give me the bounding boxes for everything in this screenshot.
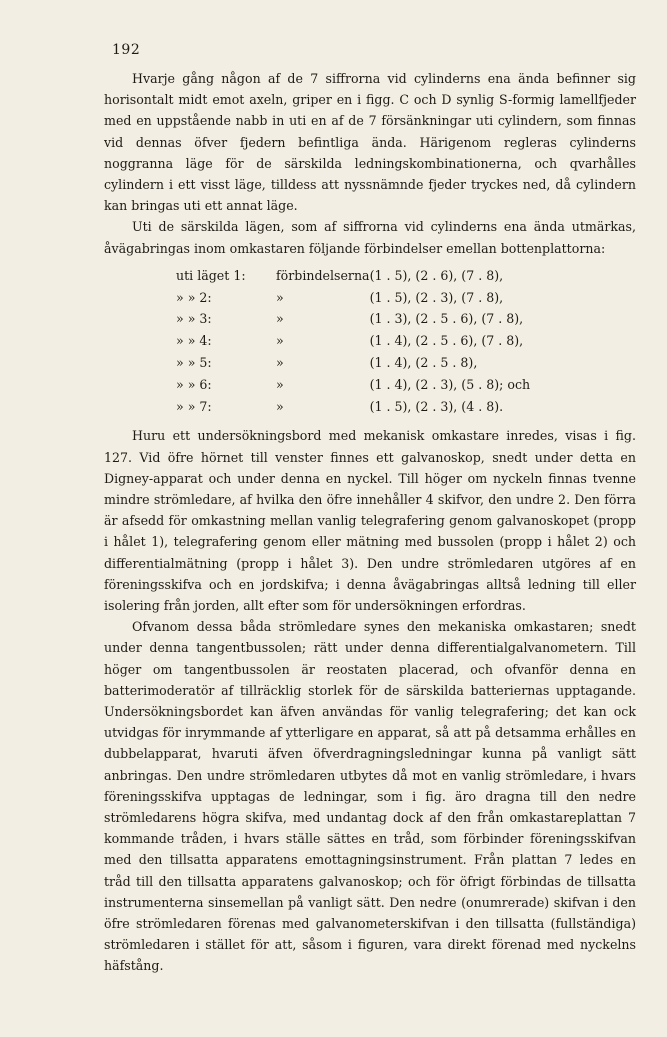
position-label: » » 6: [176,376,212,392]
connection-label: » [276,398,284,414]
connections-table [176,265,530,418]
body-text [104,68,636,977]
connection-label: » [276,333,284,349]
connection-label: » [276,289,284,305]
position-label: » » 3: [176,311,212,327]
paragraph-cylinder-positions: Hvarje gång någon af de 7 siffrorna vid cylinderns ena ända befinner sig horisontalt midt emot axeln, griper en i figg. C och D synlig S-formig lamellfjeder med en uppstående nabb in uti en af de 7 försänkningar uti cylindern, som finnas vid dennas öfver fjedern befintliga ända. Härigenom regleras cylinderns noggranna läge för de särskilda ledningskombinationerna, och qvarhålles cylindern i ett visst läge, tilldess att nyssnämnde fjeder tryckes ned, då cylindern kan bringas uti ett annat läge. [104,71,636,214]
connection-row [176,374,530,396]
position-label: » » 2: [176,289,212,305]
paragraph-connections-intro: Uti de särskilda lägen, som af siffrorna vid cylinderns ena ända utmärkas, åvägabringas inom omkastaren följande förbindelser emellan bottenplattorna: [104,219,636,256]
connection-row [176,396,530,418]
paragraph-test-table-description: Huru ett undersökningsbord med mekanisk omkastare inredes, visas i fig. 127. Vid öfre hörnet till venster finnes ett galvanoskop, snedt under detta en Digney-apparat och under denna en nyckel. Till höger om nyckeln finnas tvenne mindre strömledare, af hvilka den öfre innehåller 4 skifvor, den undre 2. Den förra är afsedd för omkastning mellan vanlig telegrafering genom galvanoskopet (propp i hålet 1), telegrafering genom eller mätning med bussolen (propp i hålet 2) och differentialmätning (propp i hålet 3). Den undre strömledaren utgöres af en föreningsskifva och en jordskifva; i denna åvägabringas alltså ledning till eller isolering från jorden, allt efter som för undersökningen erfordras. [104,428,636,614]
connection-values: (1 . 4), (2 . 5 . 6), (7 . 8), [369,333,524,349]
connection-values: (1 . 4), (2 . 3), (5 . 8); och [369,376,531,392]
connection-row [176,265,530,287]
connection-row [176,308,530,330]
connection-values: (1 . 5), (2 . 3), (4 . 8). [369,398,504,414]
connection-values: (1 . 4), (2 . 5 . 8), [369,355,478,371]
connection-row [176,330,530,352]
connection-values: (1 . 3), (2 . 5 . 6), (7 . 8), [369,311,524,327]
connection-values: (1 . 5), (2 . 6), (7 . 8), [369,267,504,283]
connection-row [176,287,530,309]
connection-row [176,352,530,374]
paragraph-commutator-layout: Ofvanom dessa båda strömledare synes den mekaniska omkastaren; snedt under denna tangentbussolen; rätt under denna differentialgalvanometern. Till höger om tangentbussolen är reostaten placerad, och ofvanför denna en batterimoderatör af tillräcklig storlek för de särskilda batteriernas upptagande. Undersökningsbordet kan äfven användas för vanlig telegrafering; det kan ock utvidgas för inrymmande af ytterligare en apparat, så att på detsamma erhålles en dubbelapparat, hvaruti äfven öfverdragningsledningar kunna på vanligt sätt anbringas. Den undre strömledaren utbytes då mot en vanlig strömledare, i hvars föreningsskifva upptagas de ledningar, som i fig. äro dragna till den nedre strömledarens högra skifva, med undantag dock af den från omkastareplattan 7 kommande tråden, i hvars ställe sättes en tråd, som förbinder föreningsskifvan med den tillsatta apparatens emottagningsinstrument. Från plattan 7 ledes en tråd till den tillsatta apparatens galvanoskop; och för öfrigt förbindas de tillsatta instrumenterna sinsemellan på vanligt sätt. Den nedre (onumrerade) skifvan i den öfre strömledaren förenas med galvanometerskifvan i den tillsatta (fullständiga) strömledaren i stället för att, såsom i figuren, vara direkt förenad med nyckelns häfstång. [104,619,636,974]
page-number: 192 [112,42,141,58]
connection-label: » [276,355,284,371]
connection-label: » [276,311,284,327]
position-label: » » 4: [176,333,212,349]
connection-label: » [276,376,284,392]
position-label: uti läget 1: [176,267,246,283]
connection-values: (1 . 5), (2 . 3), (7 . 8), [369,289,504,305]
position-label: » » 7: [176,398,212,414]
position-label: » » 5: [176,355,212,371]
connection-label: förbindelserna [276,267,370,283]
